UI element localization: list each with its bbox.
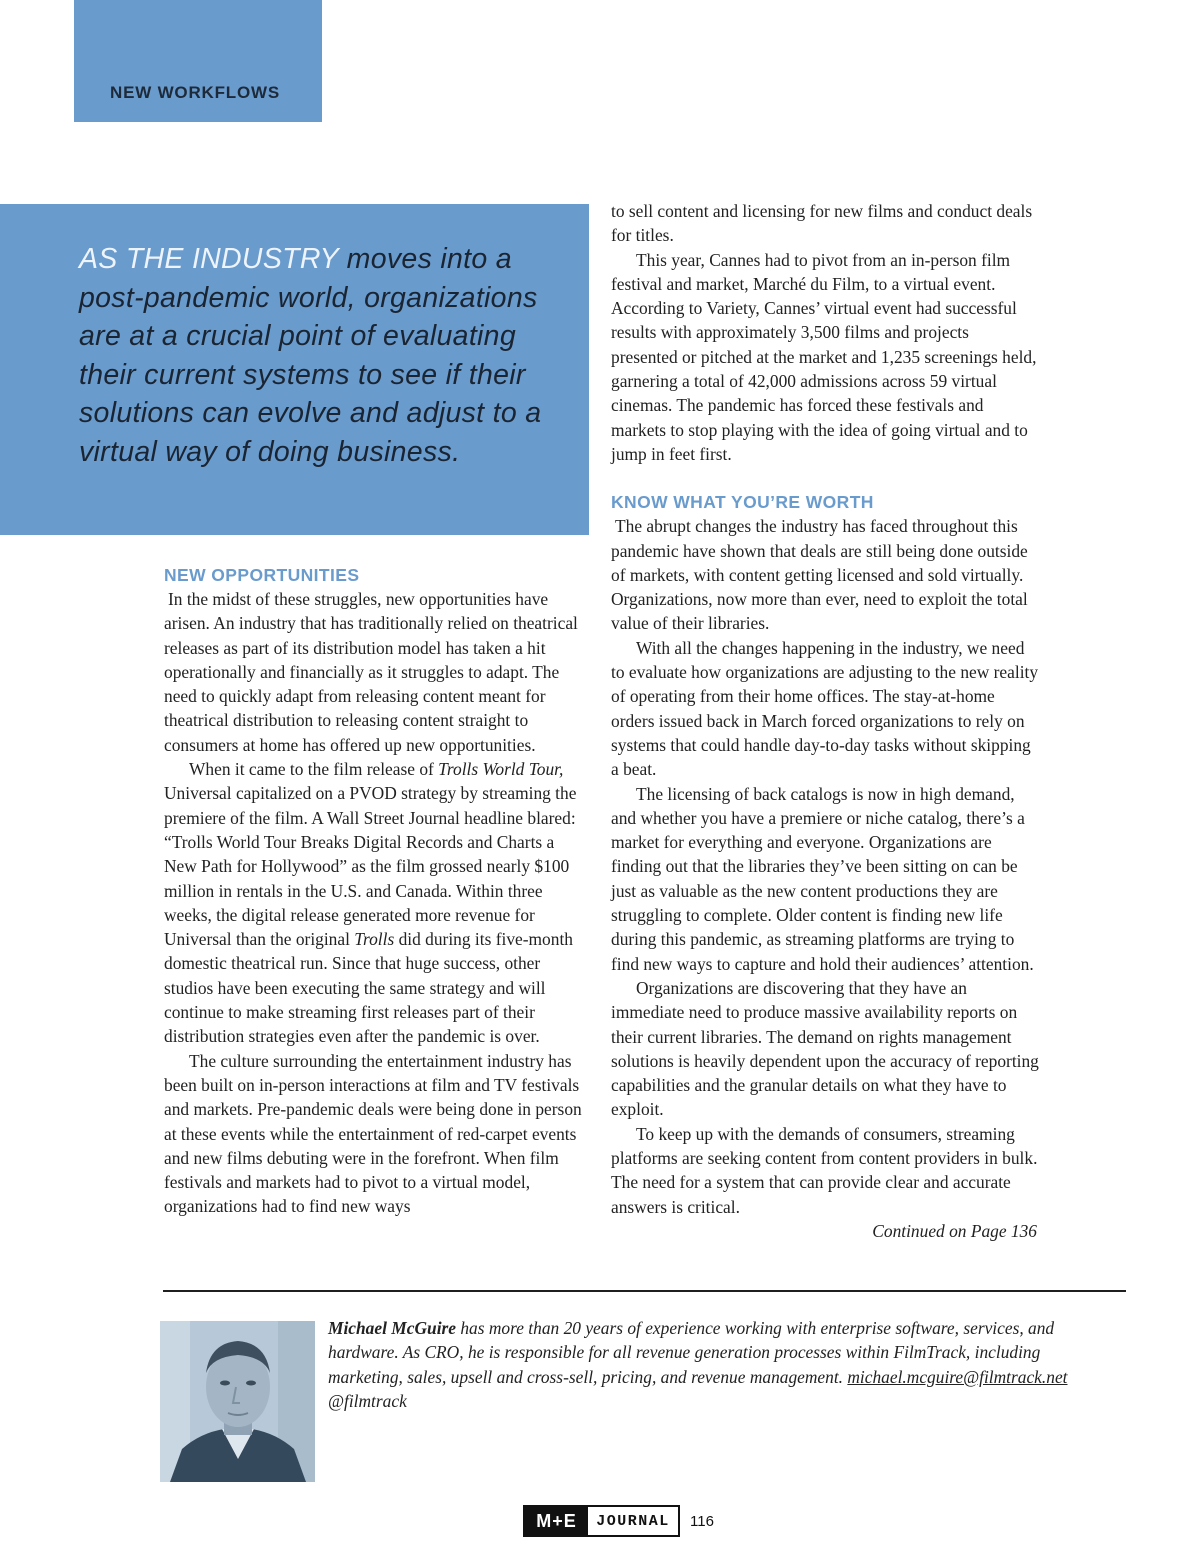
journal-logo (523, 1505, 680, 1537)
page-footer (523, 1505, 714, 1537)
pull-quote-body: moves into a post-pandemic world, organizations are at a crucial point of evaluating their current systems to see if their solutions can evolve and adjust to a virtual way of doing business. (79, 243, 542, 468)
paragraph: Organizations are discovering that they have an immediate need to produce massive availability reports on their current libraries. The demand on rights management solutions is heavily dependent upon the accuracy of reporting capabilities and the granular details on what they have to exploit. (611, 977, 1039, 1120)
pull-quote-text (79, 240, 569, 471)
author-portrait-image (160, 1321, 315, 1482)
page-number: 116 (690, 1512, 714, 1530)
paragraph: The abrupt changes the industry has faced throughout this pandemic have shown that deals are still being done outside of markets, with content getting licensed and sold virtually. Organizations, now more than ever, need to exploit the total value of their libraries. (611, 516, 1028, 634)
film-title: Trolls (354, 929, 395, 950)
author-name: Michael McGuire (328, 1318, 457, 1338)
film-title: Trolls World Tour, (438, 759, 564, 780)
text-run: When it came to the film release of (189, 759, 439, 780)
divider-rule (163, 1290, 1126, 1292)
paragraph: In the midst of these struggles, new opportunities have arisen. An industry that has traditionally relied on theatrical releases as part of its distribution model has taken a hit operationally and financially as it struggles to adapt. The need to quickly adapt from releasing content meant for theatrical distribution to releasing content straight to consumers at home has offered up new opportunities. (164, 589, 578, 755)
paragraph: To keep up with the demands of consumers, streaming platforms are seeking content from content providers in bulk. The need for a system that can provide clear and accurate answers is critical. (611, 1123, 1038, 1217)
paragraph: With all the changes happening in the industry, we need to evaluate how organizations are adjusting to the new reality of operating from their home offices. The stay-at-home orders issued back in March forced organizations to rely on systems that could handle day-to-day tasks without skipping a beat. (611, 637, 1039, 780)
author-email-link[interactable]: michael.mcguire@filmtrack.net (847, 1366, 1068, 1387)
section-label: NEW WORKFLOWS (110, 83, 280, 102)
continued-note: Continued on Page 136 (872, 1220, 1037, 1241)
pull-quote (0, 204, 589, 535)
text-run: Universal capitalized on a PVOD strategy by streaming the premiere of the film. A Wall Street Journal headline blared: “Trolls World Tour Breaks Digital Records and Charts a New Path for Hollywood” as the film grossed nearly $100 million in rentals in the U.S. and Canada. Within three weeks, the digital release generated more revenue for Universal than the original (164, 783, 577, 950)
paragraph (164, 757, 590, 1049)
section-heading-know-your-worth: KNOW WHAT YOU’RE WORTH (611, 492, 874, 513)
paragraph: to sell content and licensing for new films and conduct deals for titles. (611, 201, 1033, 246)
author-bio (328, 1316, 1088, 1413)
section-tab (74, 0, 322, 122)
text-run: did during its five-month domestic theatrical run. Since that huge success, other studios have been executing the same strategy and will continue to make streaming first releases part of their distribution strategies even after the pandemic is over. (164, 929, 573, 1047)
logo-me-mark: M+E (525, 1507, 588, 1535)
author-photo (160, 1321, 315, 1482)
paragraph: This year, Cannes had to pivot from an in-person film festival and market, Marché du Film, to a virtual event. According to Variety, Cannes’ virtual event had successful results with approximately 3,500 films and projects presented or pitched at the market and 1,235 screenings held, garnering a total of 42,000 admissions across 59 virtual cinemas. The pandemic has forced these festivals and markets to stop playing with the idea of going virtual and to jump in feet first. (611, 249, 1037, 464)
section-heading-new-opportunities: NEW OPPORTUNITIES (164, 565, 360, 585)
bio-text: has more than 20 years of experience working with enterprise software, services, and hardware. As CRO, he is responsible for all revenue generation processes within FilmTrack, including marketing, sales, upsell and cross-sell, pricing, and revenue management. (328, 1318, 1055, 1387)
left-column (164, 563, 590, 1219)
logo-journal-text: JOURNAL (588, 1507, 678, 1535)
author-handle: @filmtrack (328, 1390, 407, 1411)
right-column (611, 199, 1039, 1243)
pull-quote-lead: AS THE INDUSTRY (79, 243, 339, 275)
paragraph: The licensing of back catalogs is now in high demand, and whether you have a premiere or niche catalog, there’s a market for everything and everyone. Organizations are finding out that the libraries they’ve been sitting on can be just as valuable as the new content productions they are struggling to complete. Older content is finding new life during this pandemic, as streaming platforms are trying to find new ways to capture and hold their audiences’ attention. (611, 783, 1034, 974)
paragraph: The culture surrounding the entertainment industry has been built on in-person interactions at film and TV festivals and markets. Pre-pandemic deals were being done in person at these events while the entertainment of red-carpet events and new films debuting were in the forefront. When film festivals and markets had to pivot to a virtual model, organizations had to find new ways (164, 1050, 582, 1217)
